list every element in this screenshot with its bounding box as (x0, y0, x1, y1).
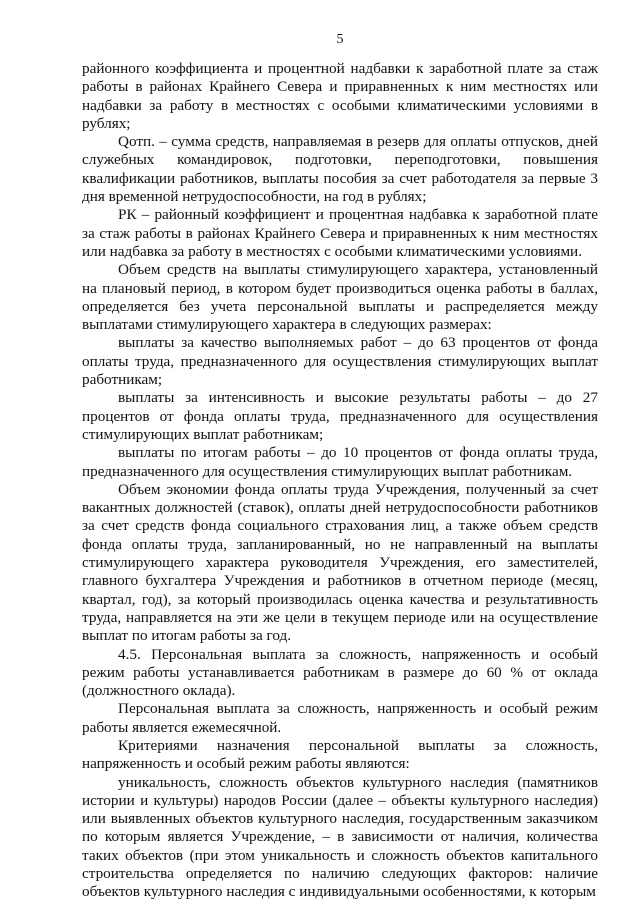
paragraph: выплаты за качество выполняемых работ – до 63 процентов от фонда оплаты труда, предназначенного для осуществления стимулирующих выплат работникам; (82, 334, 598, 389)
paragraph: выплаты за интенсивность и высокие результаты работы – до 27 процентов от фонда оплаты труда, предназначенного для осуществления стимулирующих выплат работникам; (82, 389, 598, 443)
paragraph: Критериями назначения персональной выплаты за сложность, напряженность и особый режим работы являются: (82, 736, 598, 773)
paragraph: Объем экономии фонда оплаты труда Учреждения, полученный за счет вакантных должностей (ставок), оплаты дней нетрудоспособности работников за счет средств фонда социального страхования лиц, а также объем средств фонда оплаты труда, запланированный, но не направленный на выплаты стимулирующего характера руководителя Учреждения, его заместителей, главного бухгалтера Учреждения и работников в отчетном периоде (месяц, квартал, год), за который производилась оценка качества и результативность труда, направляется на эти же цели в текущем периоде или на осуществление выплат по итогам работы за год. (82, 480, 598, 645)
paragraph: районного коэффициента и процентной надбавки к заработной плате за стаж работы в районах Крайнего Севера и приравненных к ним местностях или надбавки за работу в местностях с особыми климатическими условиями в рублях; (82, 60, 598, 132)
paragraph: РК – районный коэффициент и процентная надбавка к заработной плате за стаж работы в районах Крайнего Севера и приравненных к ним местностях или надбавка за работу в местностях с особыми климатическими условиями. (82, 206, 598, 260)
paragraph: 4.5. Персональная выплата за сложность, напряженность и особый режим работы устанавливается работникам в размере до 60 % от оклада (должностного оклада). (82, 645, 598, 700)
paragraph: Персональная выплата за сложность, напряженность и особый режим работы является ежемесячной. (82, 700, 598, 736)
page-number: 5 (336, 32, 344, 47)
paragraph: Объем средств на выплаты стимулирующего характера, установленный на плановый период, в котором будет производиться оценка работы в баллах, определяется без учета персональной выплаты и распределяется между выплатами стимулирующего характера в следующих размерах: (82, 261, 598, 334)
paragraph: уникальность, сложность объектов культурного наследия (памятников истории и культуры) народов России (далее – объекты культурного наследия) или выявленных объектов культурного наследия, государственным заказчиком по которым является Учреждение, – в зависимости от наличия, количества таких объектов (при этом уникальность и сложность объектов капитального строительства определяется по наличию следующих факторов: наличие объектов культурного наследия с индивидуальными особенностями, к которым (82, 773, 598, 901)
document-page (82, 30, 598, 902)
document-body (82, 60, 598, 902)
paragraph: выплаты по итогам работы – до 10 процентов от фонда оплаты труда, предназначенного для осуществления стимулирующих выплат работникам. (82, 444, 598, 480)
paragraph: Qотп. – сумма средств, направляемая в резерв для оплаты отпусков, дней служебных командировок, подготовки, переподготовки, повышения квалификации работников, выплаты пособия за счет работодателя за первые 3 дня временной нетрудоспособности, на год в рублях; (82, 133, 598, 206)
